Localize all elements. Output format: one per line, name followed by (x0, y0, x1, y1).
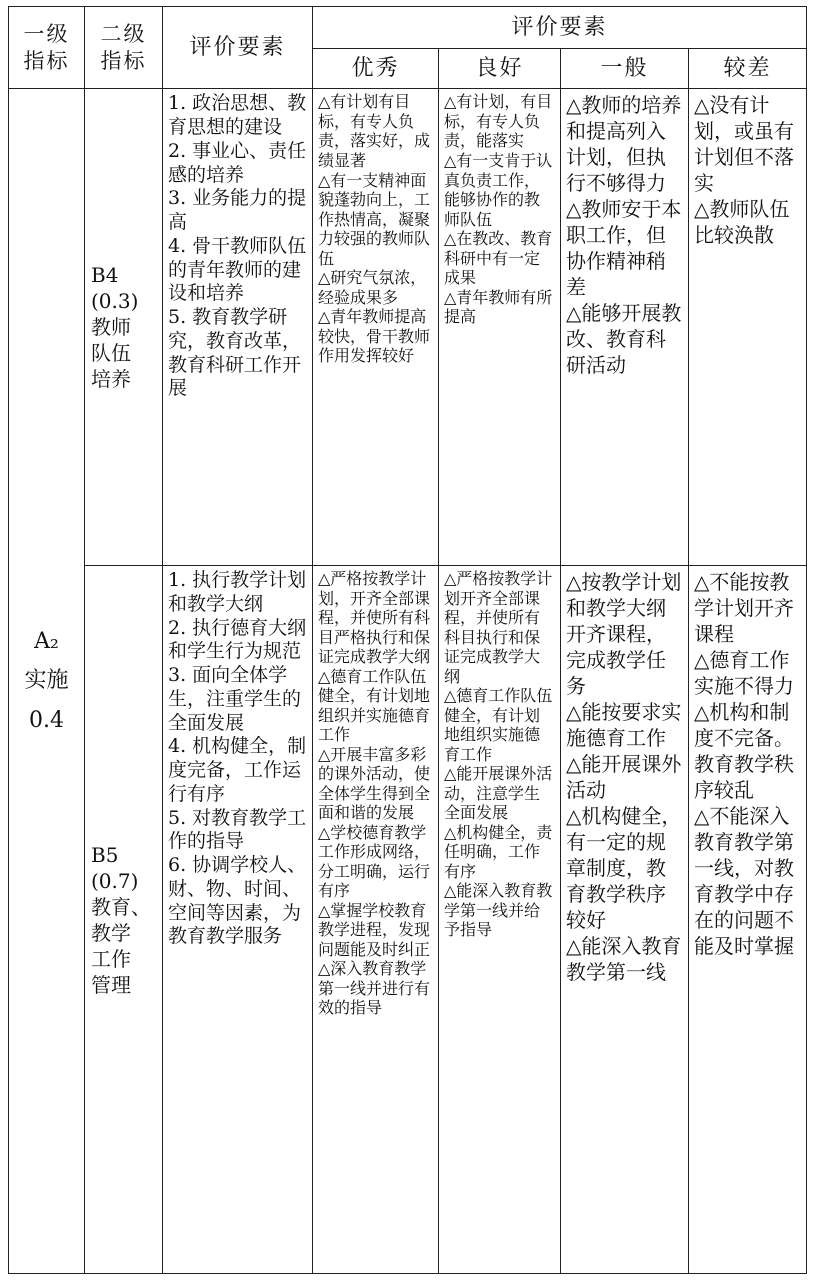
level1-a2 (9, 89, 85, 1274)
cell-line: 教育、 (91, 894, 151, 919)
cell-line: 3. 业务能力的提高 (168, 187, 307, 234)
cell-line: △能开展课外活动，注意学生全面发展 (444, 764, 553, 823)
cell-line: △能按要求实施德育工作 (566, 700, 682, 751)
header-level1 (9, 7, 85, 89)
header-grade-excellent: 优秀 (313, 49, 439, 89)
cell-line: 队伍 (91, 341, 131, 366)
cell-line: 2. 执行德育大纲和学生行为规范 (168, 616, 307, 663)
header-level2-line: 二级 (100, 22, 147, 47)
cell-line: 培养 (91, 367, 131, 392)
cell-line: 管理 (91, 972, 131, 997)
cell-line: △能深入教育教学第一线 (566, 934, 682, 985)
cell-line: (0.3) (91, 289, 139, 314)
cell-line: △有计划，有目标，有专人负责，能落实 (444, 92, 553, 151)
average-b5 (561, 566, 689, 1274)
evaluation-sheet (8, 6, 806, 1274)
cell-line: △在教改、教育科研中有一定成果 (444, 229, 553, 288)
cell-line: 4. 机构健全，制度完备，工作运行有序 (168, 735, 307, 805)
cell-line: 5. 对教育教学工作的指导 (168, 806, 307, 853)
elements-b5 (163, 566, 313, 1274)
poor-b4 (689, 89, 807, 566)
excellent-b5 (313, 566, 439, 1274)
cell-line: △研究气氛浓，经验成果多 (318, 268, 427, 307)
header-level1-line: 一级 (23, 22, 70, 47)
level2-b4 (85, 89, 163, 566)
cell-line: 3. 面向全体学生，注重学生的全面发展 (168, 664, 302, 734)
level1-weight: 0.4 (29, 708, 64, 734)
cell-line: △德育工作队伍健全，有计划地组织并实施德育工作 (318, 666, 431, 745)
header-grade-good: 良好 (439, 49, 561, 89)
cell-line: △不能按教学计划开齐课程 (694, 570, 794, 647)
cell-line: △开展丰富多彩的课外活动，使全体学生得到全面和谐的发展 (318, 744, 431, 823)
cell-line: △青年教师提高较快，骨干教师作用发挥较好 (318, 307, 431, 366)
cell-line: 6. 协调学校人、财、物、时间、空间等因素，为教育教学服务 (168, 854, 307, 948)
cell-line: △按教学计划和教学大纲开齐课程，完成教学任务 (566, 570, 682, 699)
cell-line: △机构健全，责任明确，工作有序 (444, 822, 553, 881)
cell-line: △机构健全，有一定的规章制度，教育教学秩序较好 (566, 804, 682, 933)
cell-line: △有一支精神面貌蓬勃向上，工作热情高，凝聚力较强的教师队伍 (318, 170, 431, 268)
level2-b5 (85, 566, 163, 1274)
cell-line: 教师 (91, 315, 131, 340)
elements-b4 (163, 89, 313, 566)
cell-line: 5. 教育教学研究，教育改革，教育科研工作开展 (168, 306, 302, 400)
evaluation-table (8, 6, 807, 1274)
header-elements: 评价要素 (163, 7, 313, 89)
header-grade-average: 一般 (561, 49, 689, 89)
header-grade-poor: 较差 (689, 49, 807, 89)
cell-line: △青年教师有所提高 (444, 287, 553, 327)
cell-line: 1. 执行教学计划和教学大纲 (168, 569, 307, 615)
cell-line: 4. 骨干教师队伍的青年教师的建设和培养 (168, 234, 307, 305)
cell-line: △深入教育教学第一线并进行有效的指导 (318, 959, 431, 1018)
good-b5 (439, 566, 561, 1274)
cell-line: B5 (91, 842, 119, 867)
cell-line: 教学 (91, 920, 131, 945)
row-b5 (9, 566, 807, 1274)
cell-line: △德育工作队伍健全，有计划地组织实施德育工作 (444, 686, 553, 764)
cell-line: △能开展课外活动 (566, 752, 682, 803)
cell-line: △教师的培养和提高列入计划，但执行不够得力 (566, 93, 682, 196)
cell-line: △没有计划，或虽有计划但不落实 (694, 93, 794, 196)
cell-line: 2. 事业心、责任感的培养 (168, 139, 307, 186)
level1-code: A₂ (34, 628, 59, 654)
excellent-b4 (313, 89, 439, 566)
header-row-1 (9, 7, 807, 49)
header-level1-line: 指标 (23, 48, 70, 73)
average-b4 (561, 89, 689, 566)
cell-line: △有一支肯于认真负责工作，能够协作的教师队伍 (444, 150, 553, 229)
cell-line: △不能深入教育教学第一线，对教育教学中存在的问题不能及时掌握 (694, 804, 794, 959)
poor-b5 (689, 566, 807, 1274)
cell-line: 1. 政治思想、教育思想的建设 (168, 92, 307, 139)
cell-line: △有计划有目标，有专人负责，落实好，成绩显著 (318, 92, 431, 170)
cell-line: △严格按教学计划，开齐全部课程，并使所有科目严格执行和保证完成教学大纲 (318, 569, 431, 667)
cell-line: B4 (91, 263, 119, 288)
cell-line: △教师安于本职工作，但协作精神稍差 (566, 197, 682, 300)
level1-name: 实施 (24, 668, 69, 694)
cell-line: △学校德育教学工作形成网络，分工明确，运行有序 (318, 822, 431, 901)
header-level2-line: 指标 (100, 48, 147, 73)
cell-line: 工作 (91, 946, 131, 971)
cell-line: △教师队伍比较涣散 (694, 197, 790, 248)
cell-line: (0.7) (91, 868, 139, 893)
header-eval-group: 评价要素 (313, 7, 807, 49)
cell-line: △掌握学校教育教学进程，发现问题能及时纠正 (318, 900, 431, 959)
good-b4 (439, 89, 561, 566)
cell-line: △德育工作实施不得力 (694, 648, 794, 699)
cell-line: △能深入教育教学第一线并给予指导 (444, 881, 553, 940)
cell-line: △机构和制度不完备。教育教学秩序较乱 (694, 700, 794, 803)
cell-line: △能够开展教改、教育科研活动 (566, 301, 682, 378)
cell-line: △严格按教学计划开齐全部课程，并使所有科目执行和保证完成教学大纲 (444, 569, 553, 686)
row-b4 (9, 89, 807, 566)
header-level2 (85, 7, 163, 89)
